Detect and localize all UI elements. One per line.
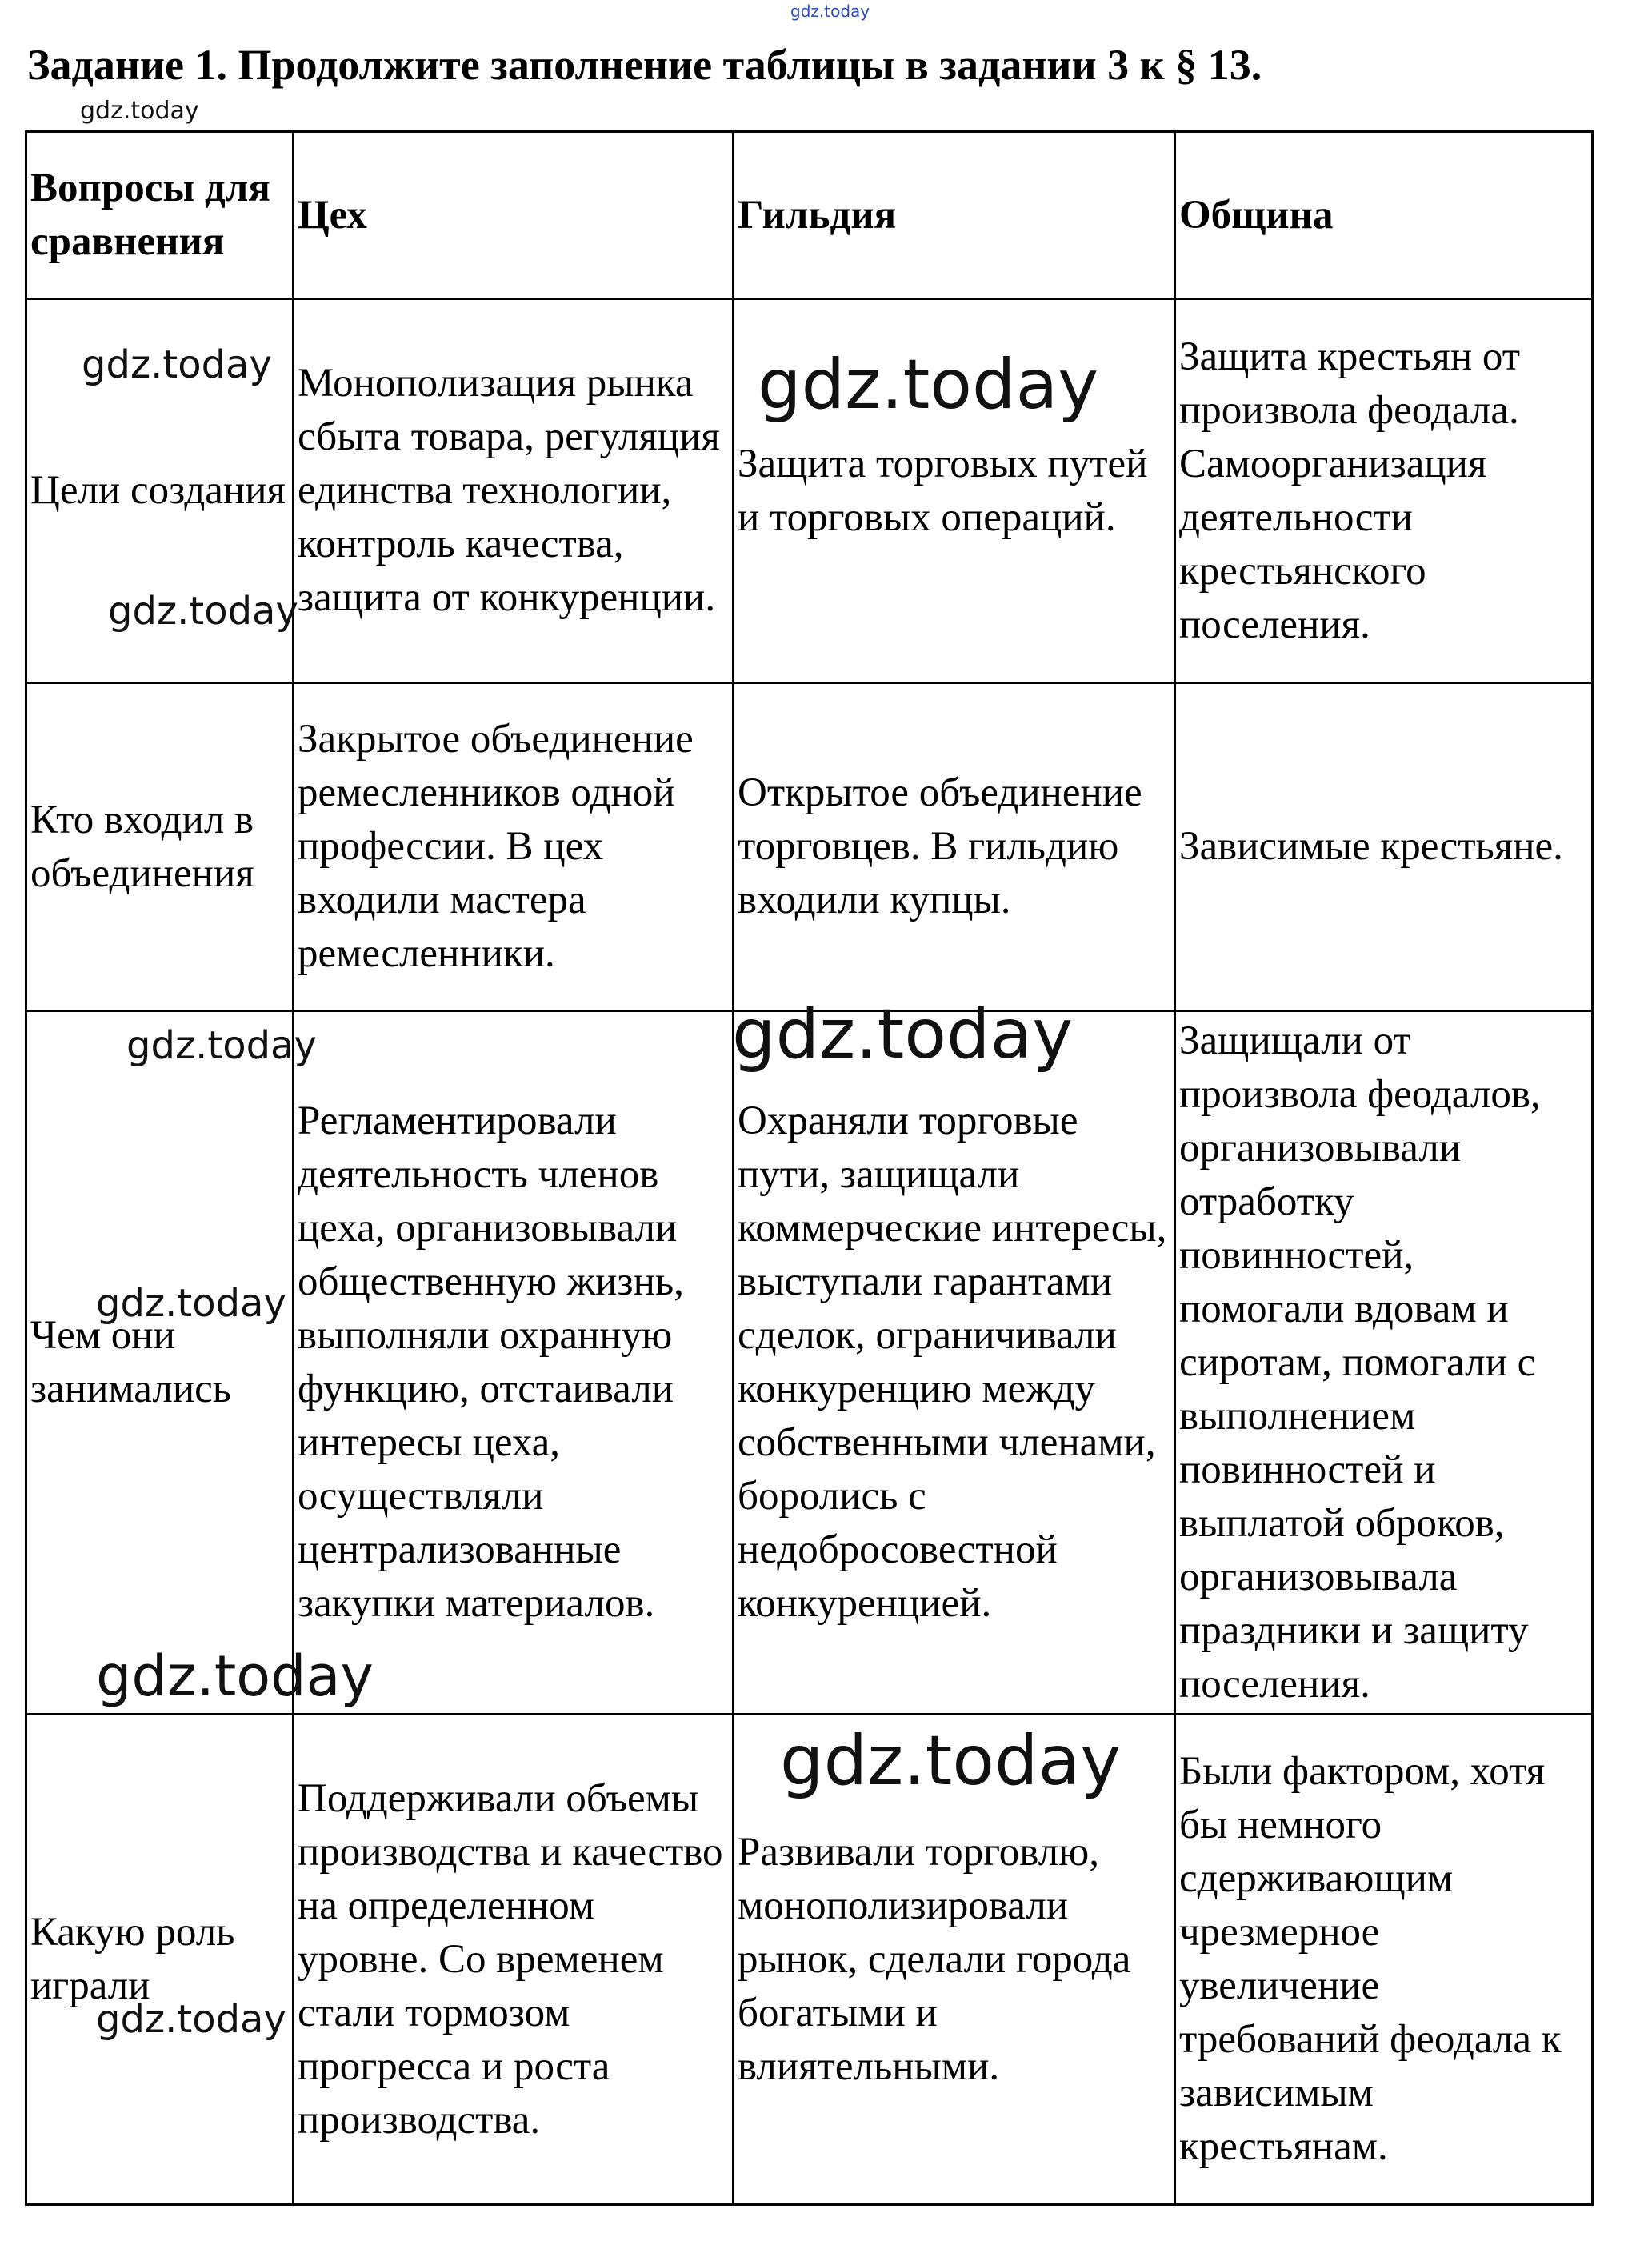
header-guild-shop: Цех xyxy=(294,132,734,299)
table-row xyxy=(26,683,1593,1011)
cell-shop-members: Закрытое объединение ремесленников одной профессии. В цех входили мастера ремесленники. xyxy=(294,683,734,1011)
cell-shop-activities: Регламентировали деятельность членов цеха, организовывали общественную жизнь, выполняли охранную функцию, отстаивали интересы цеха, осуществляли централизованные закупки материалов. xyxy=(294,1011,734,1715)
cell-community-goals: Защита крестьян от произвола феодала. Самоорганизация деятельности крестьянского поселения. xyxy=(1175,299,1593,683)
row-label-activities: Чем они занимались xyxy=(26,1011,294,1715)
header-merchant-guild: Гильдия xyxy=(734,132,1175,299)
watermark-top: gdz.today xyxy=(790,2,870,21)
cell-guild-activities: Охраняли торговые пути, защищали коммерческие интересы, выступали гарантами сделок, ограничивали конкуренцию между собственными членами, боролись с недобросовестной конкуренцией. xyxy=(734,1011,1175,1715)
watermark: gdz.today xyxy=(96,1997,286,2042)
cell-community-activities: Защищали от произвола феодалов, организовывали отработку повинностей, помогали вдовам и сиротам, помогали с выполнением повинностей и выплатой оброков, организовывала праздники и защиту поселения. xyxy=(1175,1011,1593,1715)
comparison-table xyxy=(25,130,1594,2206)
row-label-goals: Цели создания xyxy=(26,299,294,683)
watermark-under-title: gdz.today xyxy=(80,97,199,125)
cell-community-role: Были фактором, хотя бы немного сдерживающим чрезмерное увеличение требований феодала к зависимым крестьянам. xyxy=(1175,1715,1593,2205)
table-row xyxy=(26,1011,1593,1715)
watermark: gdz.today xyxy=(126,1023,317,1068)
watermark: gdz.today xyxy=(82,342,272,387)
watermark: gdz.today xyxy=(96,1281,286,1326)
row-label-role: Какую роль играли xyxy=(26,1715,294,2205)
header-row xyxy=(26,132,1593,299)
watermark: gdz.today xyxy=(758,345,1099,425)
cell-shop-role: Поддерживали объемы производства и качество на определенном уровне. Со временем стали тормозом прогресса и роста производства. xyxy=(294,1715,734,2205)
page-title: Задание 1. Продолжите заполнение таблицы в задании 3 к § 13. xyxy=(27,41,1262,89)
watermark: gdz.today xyxy=(108,589,298,634)
cell-guild-members: Открытое объединение торговцев. В гильдию входили купцы. xyxy=(734,683,1175,1011)
watermark: gdz.today xyxy=(780,1721,1122,1801)
header-questions: Вопросы для сравнения xyxy=(26,132,294,299)
header-community: Община xyxy=(1175,132,1593,299)
cell-guild-role: Развивали торговлю, монополизировали рынок, сделали города богатыми и влиятельными. xyxy=(734,1715,1175,2205)
watermark: gdz.today xyxy=(96,1643,374,1709)
watermark: gdz.today xyxy=(732,994,1074,1074)
row-label-members: Кто входил в объединения xyxy=(26,683,294,1011)
cell-guild-goals: Защита торговых путей и торговых операций. xyxy=(734,299,1175,683)
cell-community-members: Зависимые крестьяне. xyxy=(1175,683,1593,1011)
cell-shop-goals: Монополизация рынка сбыта товара, регуляция единства технологии, контроль качества, защита от конкуренции. xyxy=(294,299,734,683)
